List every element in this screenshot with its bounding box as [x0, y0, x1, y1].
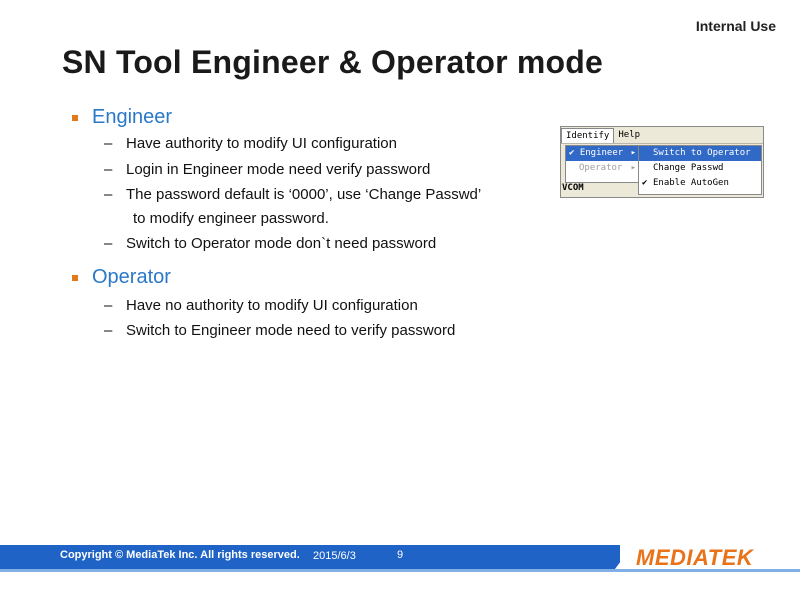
section-heading-text: Engineer [92, 106, 173, 128]
menu-item-enable-autogen[interactable]: ✔ Enable AutoGen [639, 176, 761, 191]
slide-title: SN Tool Engineer & Operator mode [62, 44, 603, 80]
page-number: 9 [397, 549, 404, 561]
check-icon: ✔ [642, 178, 648, 188]
submenu-arrow-icon: ▸ [630, 163, 636, 173]
list-item: – Have no authority to modify UI configuration [104, 297, 418, 314]
menu-item-change-passwd[interactable]: Change Passwd [653, 163, 724, 173]
menu-identify[interactable]: Identify [561, 128, 614, 143]
footer-date: 2015/6/3 [313, 550, 356, 562]
menubar [561, 127, 763, 144]
menu-help[interactable]: Help [618, 130, 641, 140]
section-heading-text: Operator [92, 266, 171, 288]
engineer-submenu [638, 145, 762, 195]
list-item: – Login in Engineer mode need verify password [104, 161, 431, 178]
section-operator-heading [72, 266, 171, 289]
bullet-icon [72, 275, 78, 281]
list-item-continuation: to modify engineer password. [133, 210, 329, 227]
list-item: – The password default is ‘0000’, use ‘Change Passwd’ [104, 186, 482, 203]
section-engineer-heading [72, 106, 172, 129]
list-item: – Switch to Engineer mode need to verify password [104, 322, 456, 339]
vcom-fragment: VCOM [562, 183, 584, 193]
list-item: – Switch to Operator mode don`t need password [104, 235, 437, 252]
menu-item-engineer[interactable]: ✔ Engineer ▸ [566, 146, 640, 161]
footer-copyright: Copyright © MediaTek Inc. All rights reserved. [60, 549, 300, 561]
menu-screenshot [560, 126, 764, 198]
submenu-arrow-icon: ▸ [630, 148, 636, 158]
identify-dropdown [565, 145, 641, 183]
internal-use-label: Internal Use [695, 18, 776, 34]
bullet-icon [72, 115, 78, 121]
list-item: – Have authority to modify UI configuration [104, 135, 397, 152]
menu-item-switch-to-operator[interactable]: Switch to Operator [639, 146, 761, 161]
mediatek-logo: MEDIATEK [636, 545, 754, 570]
menu-item-operator[interactable]: Operator ▸ [566, 161, 640, 176]
